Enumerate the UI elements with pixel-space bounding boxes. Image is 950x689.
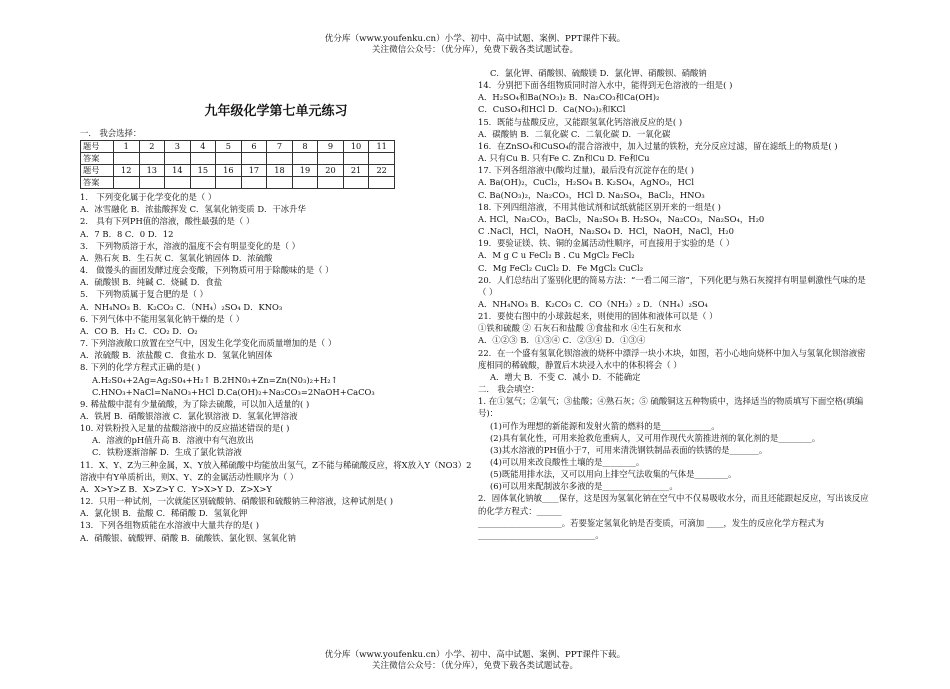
answer-cell[interactable] bbox=[343, 177, 369, 189]
question-line: C．氯化钾、硝酸钡、硫酸镁 D．氯化钾、硝酸钡、硝酸钠 bbox=[490, 68, 707, 78]
footer-line-1: 优分库（www.youfenku.cn）小学、初中、高中试题、案例、PPT课件下载。 bbox=[324, 650, 626, 660]
header-line-1: 优分库（www.youfenku.cn）小学、初中、高中试题、案例、PPT课件下载。 bbox=[324, 34, 626, 44]
question-line: ①铁和硫酸 ② 石灰石和盐酸 ③食盐和水 ④生石灰和水 bbox=[478, 323, 682, 334]
table-cell: 19 bbox=[292, 165, 318, 177]
question-line: (6)可以用来配制波尔多液的是________________。 bbox=[490, 481, 678, 492]
question-line: (5)既能用排水法，又可以用向上排空气法收集的气体是________。 bbox=[490, 469, 737, 480]
answer-cell[interactable] bbox=[343, 153, 369, 165]
question-line: 2． 具有下列PH值的溶液，酸性最强的是（ ） bbox=[80, 216, 255, 227]
answer-cell[interactable] bbox=[139, 153, 165, 165]
question-line: (3)其水溶液的PH值小于7，可用来清洗钢铁制品表面的铁锈的是_______。 bbox=[490, 444, 768, 455]
footer-line-2: 关注微信公众号：（优分库），免费下载各类试题试卷。 bbox=[371, 661, 579, 671]
question-line: 18. 下列四组溶液，不用其他试剂和试纸就能区别开来的一组是( ) bbox=[478, 201, 721, 212]
answer-cell[interactable] bbox=[165, 153, 191, 165]
question-line: A.H₂S0₄+2Ag=Ag₂S0₄+H₂↑ B.2HN0₃+Zn=Zn(N0₃)₂+H₂↑ bbox=[92, 374, 338, 385]
table-row bbox=[81, 177, 395, 189]
question-line: A．CO B．H₂ C．CO₂ D．O₂ bbox=[80, 325, 198, 336]
question-line: C．铁粉逐渐溶解 D．生成了氯化铁溶液 bbox=[92, 447, 242, 458]
left-question-list bbox=[80, 191, 472, 544]
question-line: A．X>Y>Z B．X>Z>Y C．Y>X>Y D．Z>X>Y bbox=[80, 483, 272, 494]
answer-cell[interactable] bbox=[114, 177, 140, 189]
question-line: C.HNO₃+NaCl=NaNO₃+HCl D.Ca(OH)₂+Na₂CO₃=2NaOH+CaCO₃ bbox=[92, 386, 375, 397]
table-cell: 5 bbox=[216, 141, 242, 153]
table-row bbox=[81, 153, 395, 165]
question-line: 12．只用一种试剂，一次就能区别硫酸钠、硝酸银和硫酸钠三种溶液，这种试剂是( ) bbox=[80, 496, 393, 507]
question-line: C. Ba(NO₃)₂，Na₂CO₃，HCl D. Na₂SO₄，BaCl₂，HNO₃ bbox=[478, 189, 705, 200]
table-cell: 6 bbox=[241, 141, 267, 153]
question-line: 1. 在①氢气；②氧气；③盐酸；④熟石灰；⑤ 硫酸铜这五种物质中，选择适当的物质填写下面空格(填编号)： bbox=[478, 396, 864, 419]
answer-cell[interactable] bbox=[216, 177, 242, 189]
answer-cell[interactable] bbox=[318, 153, 344, 165]
question-line: A. 只有Cu B. 只有Fe C. Zn和Cu D. Fe和Cu bbox=[478, 153, 650, 164]
table-cell: 18 bbox=[267, 165, 293, 177]
answer-cell[interactable] bbox=[292, 177, 318, 189]
table-cell: 10 bbox=[343, 141, 369, 153]
table-cell: 21 bbox=[343, 165, 369, 177]
question-line: 21．要使右图中的小球鼓起来，则使用的固体和液体可以是（ ） bbox=[478, 311, 718, 322]
question-line: (1)可作为理想的新能源和发射火箭的燃料的是____________。 bbox=[490, 420, 720, 431]
table-cell: 3 bbox=[165, 141, 191, 153]
question-line: A．碳酸钠 B．二氧化碳 C．二氧化碳 D．一氧化碳 bbox=[478, 128, 671, 139]
page-footer bbox=[0, 650, 950, 672]
table-cell: 12 bbox=[114, 165, 140, 177]
question-line: 17. 下列各组溶液中(酸均过量)，最后没有沉淀存在的是( ) bbox=[478, 165, 694, 176]
question-line: A．溶液的pH值升高 B．溶液中有气泡放出 bbox=[92, 435, 254, 446]
question-line: A．M g C u FeCl₂ B . Cu MgCl₂ FeCl₂ bbox=[478, 250, 635, 261]
question-line: 22．在一个盛有氢氧化钡溶液的烧杯中漂浮一块小木块，如图，若小心地向烧杯中加入与氢氧化钡溶液密度相同的稀硫酸，静置后木块浸入水中的体积将会（ ） bbox=[478, 347, 866, 370]
table-cell: 22 bbox=[369, 165, 395, 177]
question-line: A．冰雪融化 B．浓盐酸挥发 C．氢氧化钠变质 D．干冰升华 bbox=[80, 204, 306, 215]
table-row bbox=[81, 165, 395, 177]
question-line: A．硫酸钡 B．纯碱 C．烧碱 D．食盐 bbox=[80, 277, 223, 288]
question-line: A．7 B．8 C．0 D．12 bbox=[80, 228, 174, 239]
question-line: 20．人们总结出了鉴别化肥的简易方法：“一看二闻三溶”，下列化肥与熟石灰搅拌有明显刺激性气味的是（ ） bbox=[478, 274, 866, 297]
answer-cell[interactable] bbox=[292, 153, 318, 165]
table-cell: 4 bbox=[190, 141, 216, 153]
right-column bbox=[478, 67, 873, 541]
question-line: ____________________________。 bbox=[478, 529, 604, 540]
question-line: A. Ba(OH)₂，CuCl₂，H₂SO₄ B. K₂SO₄，AgNO₃，HCl bbox=[478, 177, 695, 188]
question-line: 2．固体氧化钠敏____保存，这是因为氢氧化钠在空气中不仅易吸收水分，而且还能跟起反应，写出该反应的化学方程式：______ bbox=[478, 493, 869, 516]
question-line: 1． 下列变化属于化学变化的是（ ） bbox=[80, 192, 217, 203]
question-line: A．熟石灰 B．生石灰 C．氢氧化钠固体 D．浓硫酸 bbox=[80, 252, 273, 263]
table-cell: 7 bbox=[267, 141, 293, 153]
table-label: 答案 bbox=[81, 177, 114, 189]
question-line: (4)可以用来改良酸性土壤的是________。 bbox=[490, 457, 645, 467]
question-line: A．NH₄NO₃ B．K₂CO₃ C．（NH₄）₂SO₄ D．KNO₃ bbox=[80, 301, 283, 312]
table-cell: 9 bbox=[318, 141, 344, 153]
page-header bbox=[0, 34, 950, 56]
question-line: C．CuSO₄和HCl D．Ca(NO₃)₂和KCl bbox=[478, 104, 626, 115]
table-cell: 13 bbox=[139, 165, 165, 177]
question-line: ____________________。若要鉴定氢氧化钠是否变质，可滴加 ____，发生的反应化学方程式为 bbox=[478, 517, 825, 528]
answer-cell[interactable] bbox=[241, 177, 267, 189]
answer-cell[interactable] bbox=[267, 153, 293, 165]
answer-table bbox=[80, 140, 395, 189]
answer-cell[interactable] bbox=[139, 177, 165, 189]
table-label: 答案 bbox=[81, 153, 114, 165]
question-line: 6. 下列气体中不能用氢氧化钠干燥的是（ ） bbox=[80, 313, 245, 324]
question-line: A．增大 B．不变 C．减小 D．不能确定 bbox=[490, 371, 641, 382]
question-line: 二． 我会填空： bbox=[478, 384, 540, 395]
section-heading: 一． 我会选择： bbox=[80, 128, 142, 138]
question-line: A．铁屑 B．硝酸银溶液 C．氯化钡溶液 D．氢氧化钾溶液 bbox=[80, 410, 298, 421]
question-line: 4． 做馒头的面团发酵过度会变酸，下列物质可用于除酸味的是（ ） bbox=[80, 265, 334, 276]
question-line: 5． 下列物质属于复合肥的是（ ） bbox=[80, 289, 208, 300]
question-line: 9. 稀盐酸中混有少量硫酸，为了除去硫酸，可以加入适量的( ) bbox=[80, 398, 310, 409]
answer-cell[interactable] bbox=[190, 153, 216, 165]
answer-cell[interactable] bbox=[114, 153, 140, 165]
question-line: A．硝酸银、硫酸钾、硝酸 B．硫酸铁、氯化钡、氢氧化钠 bbox=[80, 532, 296, 543]
question-line: A．浓硫酸 B．浓盐酸 C．食盐水 D．氢氧化钠固体 bbox=[80, 350, 273, 361]
answer-cell[interactable] bbox=[369, 153, 395, 165]
question-line: 10. 对铁粉投入足量的盐酸溶液中的反应描述错误的是( ) bbox=[80, 423, 290, 434]
question-line: 3． 下列物质溶于水，溶液的温度不会有明显变化的是（ ） bbox=[80, 240, 301, 251]
answer-cell[interactable] bbox=[216, 153, 242, 165]
question-line: A．①②③ B．①③④ C．②③④ D．①③④ bbox=[478, 335, 646, 346]
question-line: (2)具有氧化性，可用来抢救危重病人，又可用作现代火箭推进剂的氧化剂的是________。 bbox=[490, 432, 821, 443]
table-cell: 2 bbox=[139, 141, 165, 153]
table-cell: 16 bbox=[216, 165, 242, 177]
answer-cell[interactable] bbox=[241, 153, 267, 165]
question-line: 13．下列各组物质能在水溶液中大量共存的是( ) bbox=[80, 520, 259, 531]
question-line: C .NaCl，HCl，NaOH，Na₂SO₄ D．HCl，NaOH，NaCl，H₂0 bbox=[478, 226, 734, 237]
table-cell: 1 bbox=[114, 141, 140, 153]
question-line: 16．在ZnSO₄和CuSO₄的混合溶液中，加入过量的铁粉，充分反应过滤，留在滤纸上的物质是( ) bbox=[478, 140, 838, 151]
table-label: 题号 bbox=[81, 141, 114, 153]
question-line: A．H₂SO₄和Ba(NO₃)₂ B．Na₂CO₃和Ca(OH)₂ bbox=[478, 92, 660, 103]
table-cell: 20 bbox=[318, 165, 344, 177]
page-title: 九年级化学第七单元练习 bbox=[204, 104, 348, 119]
question-line: C．Mg FeCl₂ CuCl₂ D．Fe MgCl₂ CuCl₂ bbox=[478, 262, 644, 273]
answer-cell[interactable] bbox=[267, 177, 293, 189]
question-line: A．氯化钡 B．盐酸 C．稀硝酸 D．氢氧化钾 bbox=[80, 508, 248, 519]
table-cell: 11 bbox=[369, 141, 395, 153]
table-cell: 14 bbox=[165, 165, 191, 177]
question-line: A．NH₄NO₃ B．K₂CO₃ C．CO（NH₂）₂ D．（NH₄）₂SO₄ bbox=[478, 298, 708, 309]
answer-cell[interactable] bbox=[190, 177, 216, 189]
left-column bbox=[80, 104, 472, 544]
question-line: 8. 下列的化学方程式正确的是( ) bbox=[80, 362, 201, 373]
question-line: 15．既能与盐酸反应，又能跟氢氧化钙溶液反应的是( ) bbox=[478, 116, 683, 127]
answer-cell[interactable] bbox=[318, 177, 344, 189]
answer-cell[interactable] bbox=[369, 177, 395, 189]
question-line: 19．要验证镁、铁、铜的金属活动性顺序，可直接用于实验的是（ ） bbox=[478, 238, 735, 249]
table-cell: 8 bbox=[292, 141, 318, 153]
right-question-list bbox=[478, 67, 873, 541]
question-line: A. HCl，Na₂CO₃，BaCl₂，Na₂SO₄ B. H₂SO₄，Na₂CO₃，Na₂SO₄，H₂0 bbox=[478, 213, 765, 224]
table-row bbox=[81, 141, 395, 153]
table-cell: 15 bbox=[190, 165, 216, 177]
table-label: 题号 bbox=[81, 165, 114, 177]
question-line: 7. 下列溶液敞口放置在空气中，因发生化学变化而质量增加的是（ ） bbox=[80, 338, 337, 349]
question-line: 14．分别把下面各组物质同时溶入水中，能得到无色溶液的一组是( ) bbox=[478, 80, 733, 91]
table-cell: 17 bbox=[241, 165, 267, 177]
question-line: 11．X、Y、Z为三种金属，X、Y放入稀硫酸中均能放出氢气，Z不能与稀硫酸反应，将X放入Y（NO3）2溶液中有Y单质析出，则X、Y、Z的金属活动性顺序为（ ） bbox=[80, 459, 472, 482]
header-line-2: 关注微信公众号：（优分库），免费下载各类试题试卷。 bbox=[371, 45, 579, 55]
answer-cell[interactable] bbox=[165, 177, 191, 189]
